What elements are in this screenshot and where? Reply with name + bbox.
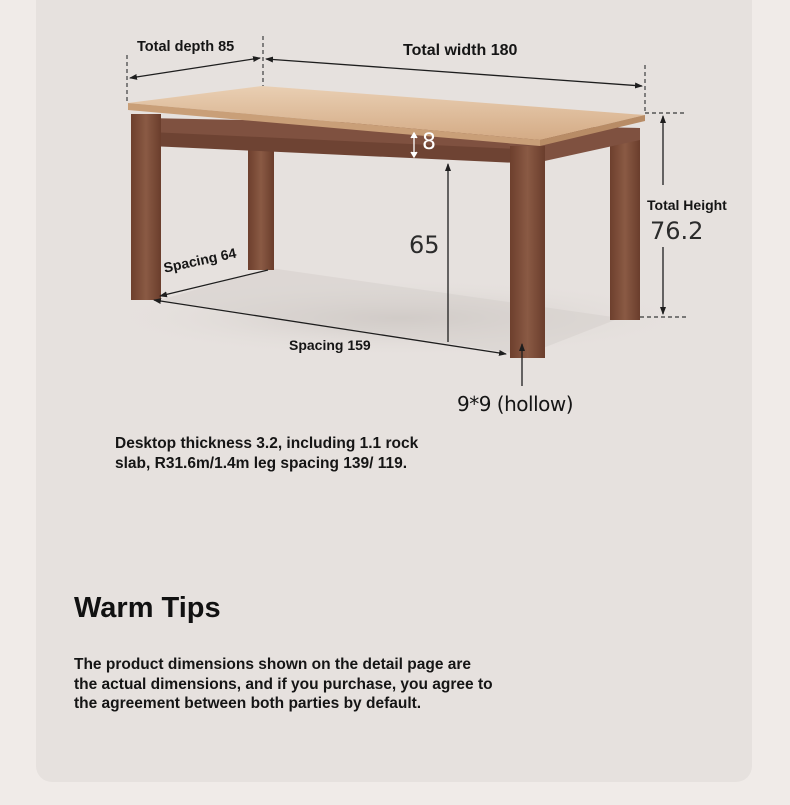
back-right-leg	[610, 128, 640, 320]
front-right-leg	[510, 146, 545, 358]
leg-size-label: 9*9 (hollow)	[457, 392, 574, 416]
spacing-width-label: Spacing 159	[289, 337, 371, 353]
total-height-value: 76.2	[650, 217, 704, 245]
spacing-depth-label: Spacing 64	[162, 244, 238, 276]
extension-lines	[127, 36, 686, 317]
total-width-label: Total width 180	[403, 42, 518, 59]
desktop-thickness-note: Desktop thickness 3.2, including 1.1 rock slab, R31.6m/1.4m leg spacing 139/ 119.	[115, 435, 419, 472]
total-depth-label: Total depth 85	[137, 39, 235, 55]
warm-tips-body: The product dimensions shown on the detail page are the actual dimensions, and if you purchase, you agree to the agreement between both parties by default.	[74, 656, 493, 712]
total-height-label: Total Height	[647, 197, 727, 213]
warm-tips-title: Warm Tips	[74, 592, 221, 624]
clearance-height-label: 65	[409, 231, 440, 259]
front-left-leg	[131, 114, 161, 300]
back-left-leg	[248, 138, 274, 270]
apron-height-label: 8	[422, 130, 436, 155]
